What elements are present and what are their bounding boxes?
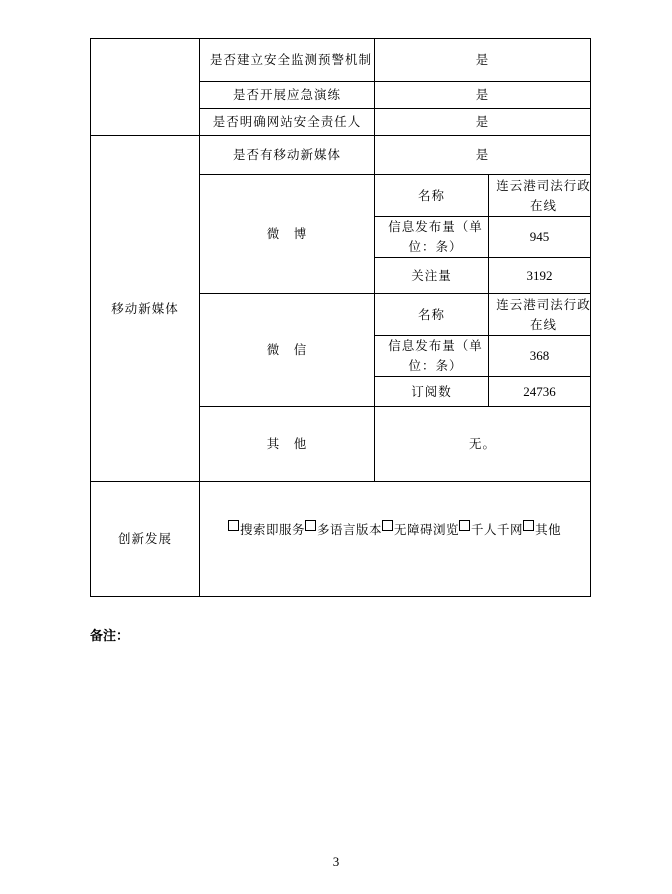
- weibo-posts-value: 945: [529, 229, 550, 244]
- drill-value: 是: [475, 87, 490, 102]
- weibo-followers-value: 3192: [526, 267, 553, 283]
- option-personalized: 千人千网: [471, 522, 524, 537]
- option-other: 其他: [535, 522, 562, 537]
- page-number: 3: [332, 854, 340, 869]
- option-accessibility: 无障碍浏览: [394, 522, 460, 537]
- remark-label: 备注：: [90, 629, 130, 644]
- option-search-service: 搜索即服务: [240, 522, 306, 537]
- option-multilingual: 多语言版本: [317, 522, 383, 537]
- wechat-subscribers-value: 24736: [523, 383, 556, 399]
- checkbox-other[interactable]: [523, 520, 534, 531]
- wechat-subscribers-label: 订阅数: [411, 383, 452, 399]
- wechat-posts-value: 368: [529, 348, 550, 363]
- checkbox-accessibility[interactable]: [382, 520, 393, 531]
- checkbox-search-service[interactable]: [228, 520, 239, 531]
- innovation-label: 创新发展: [117, 531, 172, 546]
- report-table: [90, 38, 591, 597]
- wechat-label: 微 信: [266, 342, 308, 357]
- drill-label: 是否开展应急演练: [232, 87, 341, 102]
- weibo-label: 微 博: [266, 226, 308, 241]
- monitoring-label: 是否建立安全监测预警机制: [209, 52, 372, 67]
- checkbox-multilingual[interactable]: [305, 520, 316, 531]
- weibo-name-value: 连云港司法行政在线: [496, 177, 591, 213]
- weibo-posts-label: 信息发布量（单位：条）: [388, 219, 483, 254]
- other-media-value: 无。: [468, 436, 496, 451]
- responsible-label: 是否明确网站安全责任人: [212, 114, 362, 129]
- mobile-media-label: 移动新媒体: [111, 300, 179, 316]
- wechat-name-value: 连云港司法行政在线: [496, 296, 591, 332]
- innovation-options: [200, 482, 590, 596]
- has-mobile-media-value: 是: [475, 147, 490, 162]
- monitoring-value: 是: [475, 52, 490, 67]
- has-mobile-media-label: 是否有移动新媒体: [232, 147, 341, 162]
- wechat-name-label: 名称: [417, 306, 445, 322]
- checkbox-personalized[interactable]: [459, 520, 470, 531]
- other-media-label: 其 他: [266, 436, 308, 451]
- wechat-posts-label: 信息发布量（单位：条）: [388, 338, 483, 373]
- weibo-name-label: 名称: [417, 187, 445, 203]
- weibo-followers-label: 关注量: [411, 267, 452, 283]
- responsible-value: 是: [475, 114, 490, 129]
